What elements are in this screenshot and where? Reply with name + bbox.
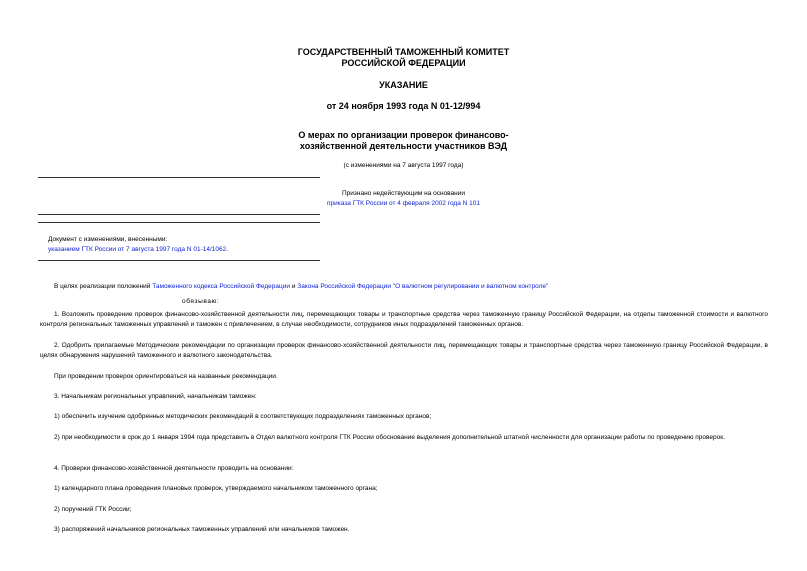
changes-note: (с изменениями на 7 августа 1997 года) [343, 162, 464, 169]
invalid-status-link[interactable]: приказа ГТК России от 4 февраля 2002 года N 101 [327, 200, 480, 207]
paragraph-2: 2. Одобрить прилагаемые Методические рекомендации по организации проверок финансово-хозяйственной деятельности лиц, перемещающих товары и транспортные средства через таможенную границу Российской Федерации, в целях обнаружения нарушений таможенного и валютного законодательства. [40, 342, 768, 359]
paragraph-10: 3) распоряжений начальников региональных таможенных управлений или начальников таможен. [54, 526, 350, 533]
intro-middle: и [290, 283, 298, 290]
doc-date: от 24 ноября 1993 года N 01-12/994 [326, 101, 481, 111]
org-name-line2: РОССИЙСКОЙ ФЕДЕРАЦИИ [341, 58, 466, 68]
paragraph-9: 2) поручений ГТК России; [54, 506, 132, 513]
paragraph-7: 4. Проверки финансово-хозяйственной деятельности проводить на основании: [54, 465, 294, 472]
paragraph-3: При проведении проверок ориентироваться на названные рекомендации. [54, 373, 278, 380]
amendments-link-line [48, 245, 228, 255]
amendments-label: Документ с изменениями, внесенными: [48, 236, 168, 243]
org-name-line1: ГОСУДАРСТВЕННЫЙ ТАМОЖЕННЫЙ КОМИТЕТ [297, 47, 510, 57]
obligate-word: обязываю: [182, 298, 220, 305]
paragraph-8: 1) календарного плана проведения плановых проверок, утверждаемого начальником таможенного органа; [54, 485, 378, 492]
intro-paragraph [54, 282, 548, 292]
paragraph-5: 1) обеспечить изучение одобренных методических рекомендаций в соответствующих подразделениях таможенных органов; [54, 413, 432, 420]
amendments-link[interactable]: указанием ГТК России от 7 августа 1997 года N 01-14/1062 [48, 246, 227, 253]
separator-3 [38, 222, 320, 223]
intro-prefix: В целях реализации положений [54, 283, 153, 290]
invalid-status-text: Признано недействующим на основании [341, 190, 466, 197]
doc-title-line2: хозяйственной деятельности участников ВЭД [299, 141, 508, 151]
paragraph-4: 3. Начальникам региональных управлений, начальникам таможен: [54, 393, 257, 400]
paragraph-1: 1. Возложить проведение проверок финансово-хозяйственной деятельности лиц, перемещающих товары и транспортные средства через таможенную границу Российской Федерации, на отделы таможенной стоимости и валютного контроля региональных таможенных управлений и таможен с привлечением, в случае необходимости, сотрудников иных подразделений таможенных органов. [40, 311, 768, 328]
paragraph-6: 2) при необходимости в срок до 1 января 1994 года представить в Отдел валютного контроля ГТК России обоснование выделения дополнительной штатной численности для организации работы по проведению проверок. [54, 434, 725, 441]
separator-2 [38, 214, 320, 215]
doc-title-line1: О мерах по организации проверок финансово- [298, 130, 509, 140]
doc-type: УКАЗАНИЕ [379, 80, 428, 90]
amendments-link-suffix: . [226, 246, 229, 253]
customs-code-link[interactable]: Таможенного кодекса Российской Федерации [152, 283, 291, 290]
invalid-status-link-line [0, 199, 807, 208]
separator-1 [38, 177, 320, 178]
separator-4 [38, 260, 320, 261]
currency-law-link[interactable]: Закона Российской Федерации "О валютном регулировании и валютном контроле" [297, 283, 549, 290]
